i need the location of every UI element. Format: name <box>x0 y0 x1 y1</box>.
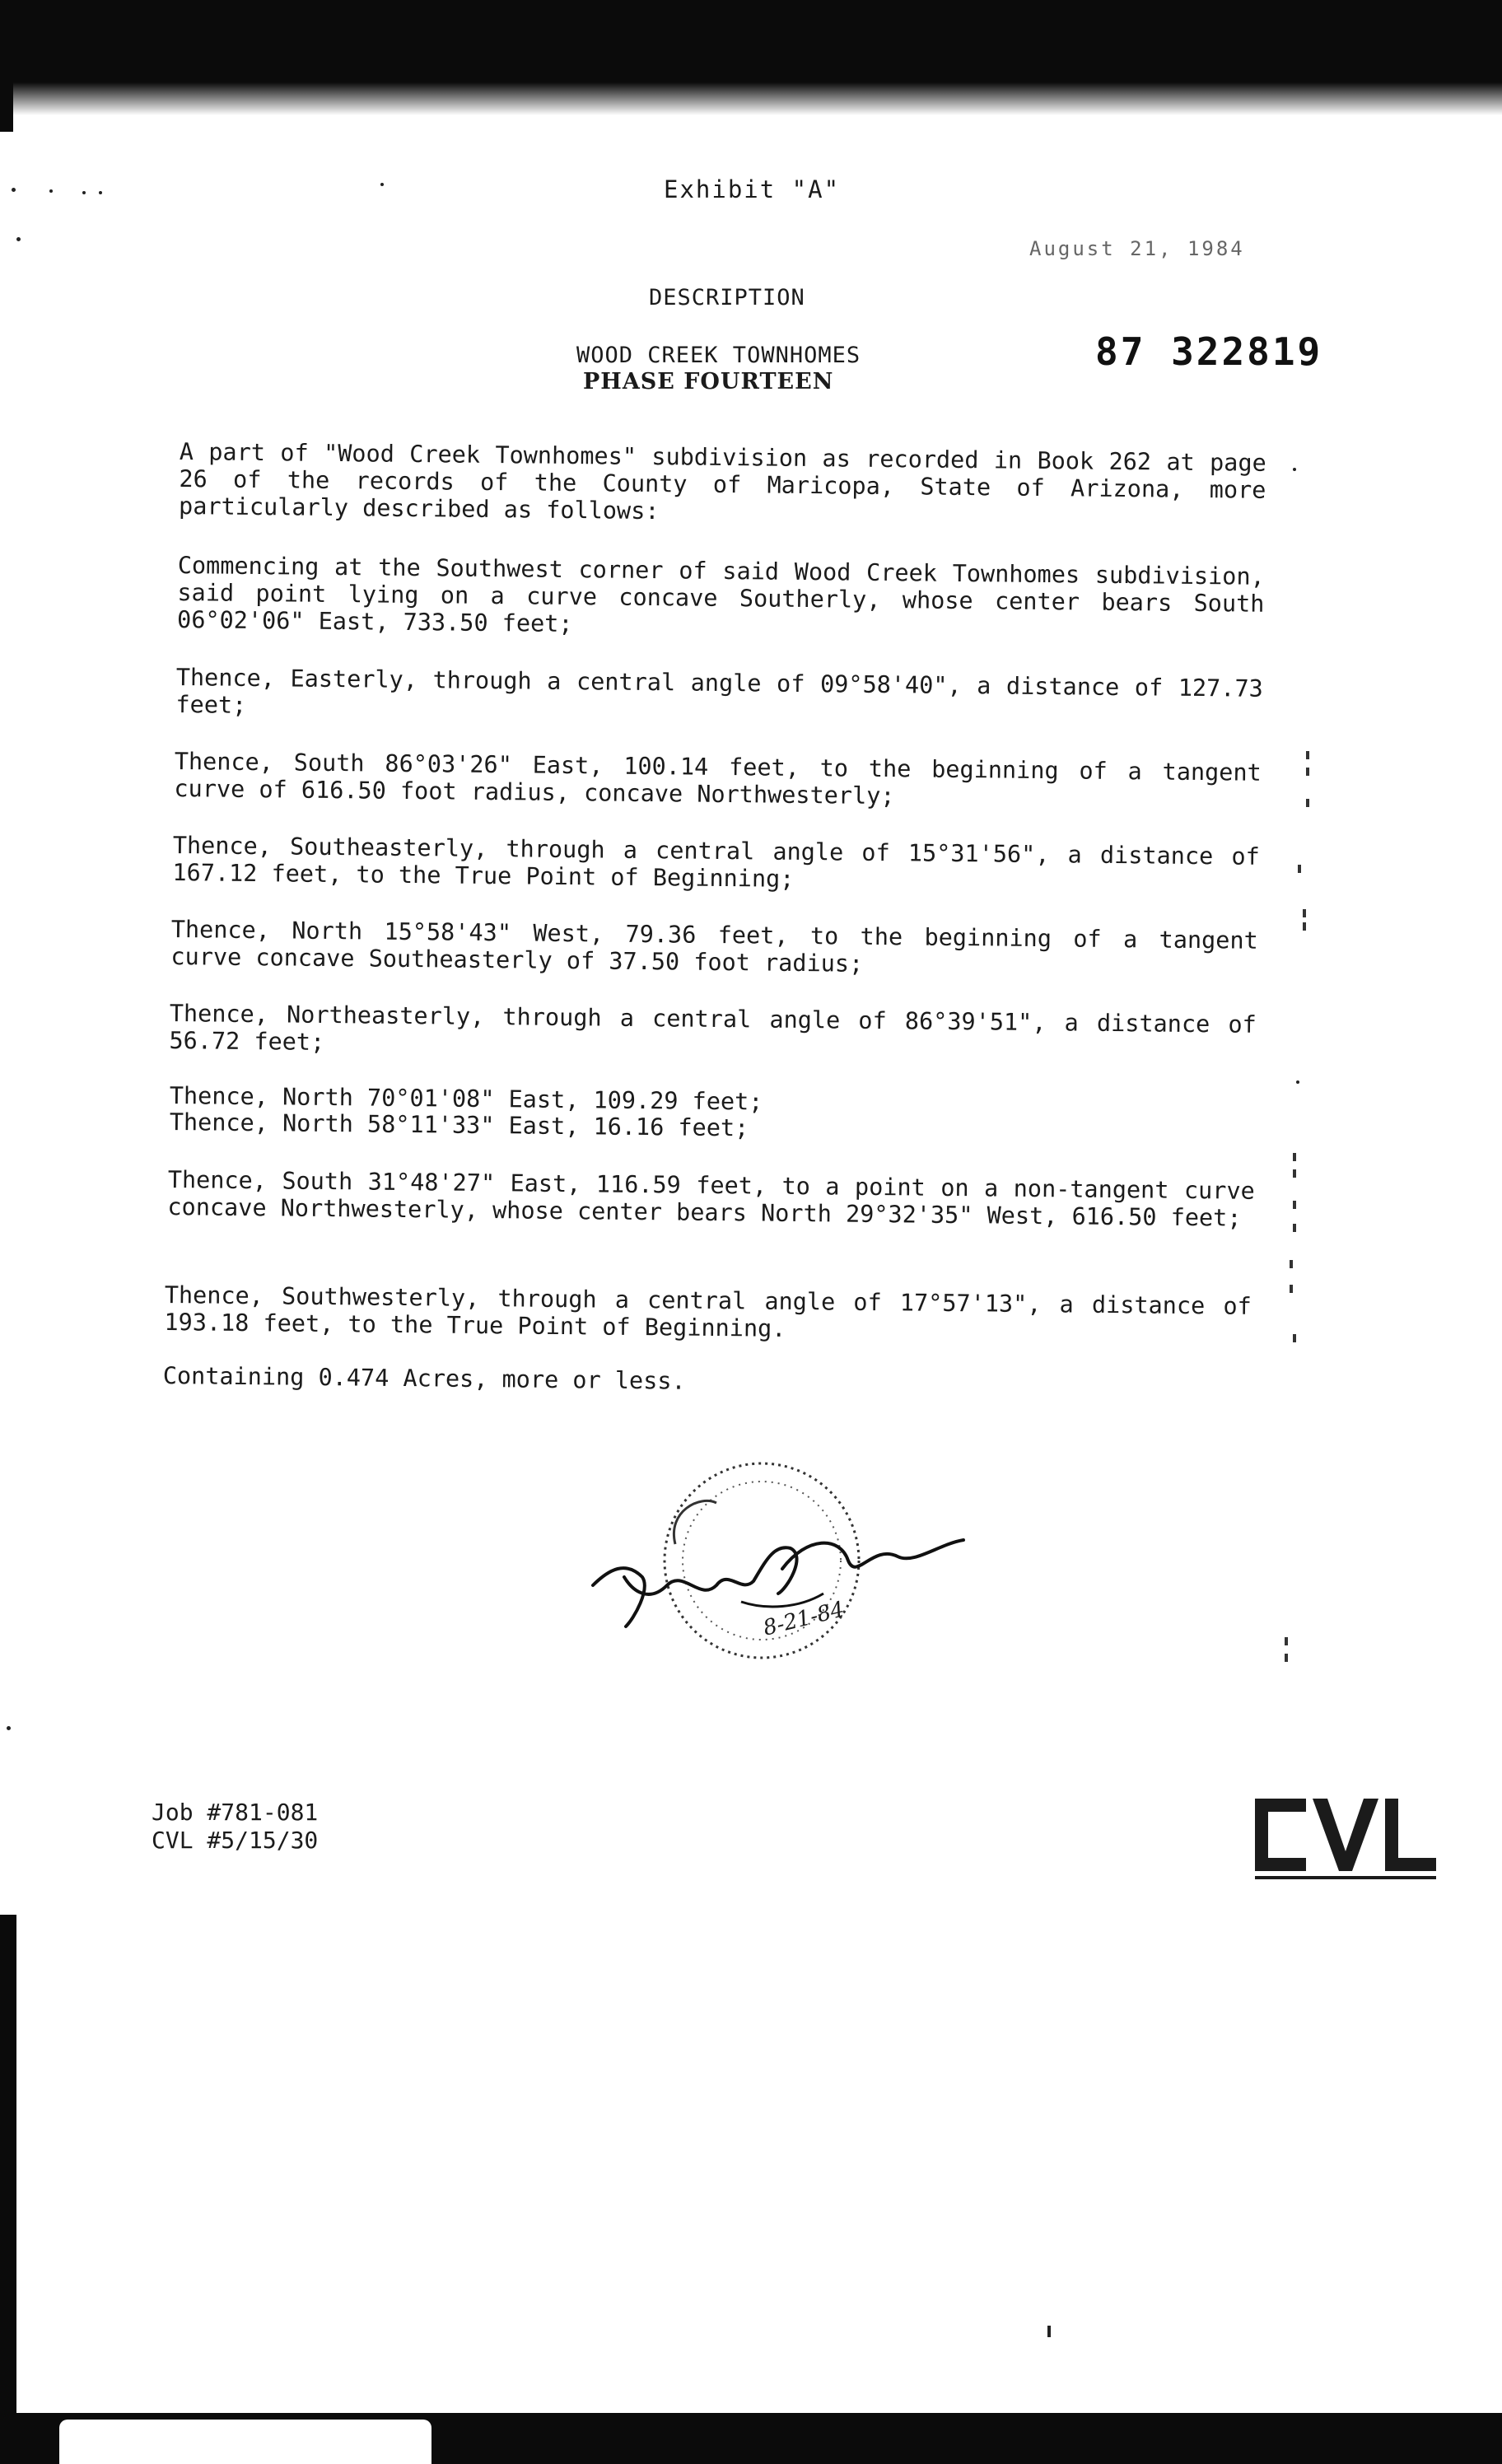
scan-border-fade <box>0 82 1502 115</box>
paragraph-containing: Containing 0.474 Acres, more or less. <box>162 1362 686 1395</box>
project-name: WOOD CREEK TOWNHOMES <box>576 343 861 368</box>
paragraph-course: Thence, Easterly, through a central angle of 09°58'40", a distance of 127.73 feet; <box>175 664 1263 719</box>
scan-border-top <box>0 0 1502 82</box>
margin-mark <box>1293 1169 1296 1178</box>
margin-mark <box>1290 1285 1293 1293</box>
description-heading: DESCRIPTION <box>649 285 805 310</box>
signature-date: 8-21-84 <box>760 1597 847 1641</box>
paragraph-course: Thence, North 15°58'43" West, 79.36 feet, to the beginning of a tangent curve concave Southeasterly of 37.50 foot radius; <box>170 916 1258 978</box>
scan-speck <box>49 189 53 193</box>
paragraph-course: Thence, Southwesterly, through a central angle of 17°57'13", a distance of 193.18 feet, to the True Point of Beginning. <box>164 1281 1252 1342</box>
scan-paper-tab <box>59 2420 431 2464</box>
paragraph-course: Thence, North 70°01'08" East, 109.29 feet; <box>169 1082 763 1116</box>
scan-speck <box>1296 1080 1299 1084</box>
margin-mark <box>1293 1224 1296 1232</box>
margin-mark <box>1293 1334 1296 1342</box>
paragraph-commencing: Commencing at the Southwest corner of said Wood Creek Townhomes subdivision, said point lying on a curve concave Southerly, whose center bears South 06°02'06" East, 733.50 feet; <box>176 552 1265 638</box>
paragraph-course: Thence, South 31°48'27" East, 116.59 feet, to a point on a non-tangent curve concave Northwesterly, whose center bears North 29°32'35" West, 616.50 feet; <box>167 1166 1255 1232</box>
scan-border-left-bottom <box>0 1915 16 2464</box>
scan-speck <box>12 188 16 192</box>
scan-speck <box>380 183 384 186</box>
paragraph-course: Thence, Southeasterly, through a central angle of 15°31'56", a distance of 167.12 feet, to the True Point of Beginning; <box>172 832 1260 893</box>
paragraph-course: Thence, South 86°03'26" East, 100.14 feet, to the beginning of a tangent curve of 616.50 foot radius, concave Northwesterly; <box>174 748 1262 810</box>
margin-mark <box>1285 1654 1288 1662</box>
margin-mark <box>1306 768 1309 776</box>
scan-speck <box>1047 2326 1051 2337</box>
margin-mark <box>1303 922 1306 931</box>
paragraph-course: Thence, North 58°11'33" East, 16.16 feet; <box>169 1108 749 1142</box>
cvl-reference: CVL #5/15/30 <box>152 1827 319 1854</box>
scan-speck <box>16 237 21 241</box>
scan-speck <box>99 191 102 194</box>
job-number: Job #781-081 <box>152 1799 319 1826</box>
margin-mark <box>1293 1201 1296 1209</box>
cvl-logo-icon <box>1248 1787 1443 1886</box>
margin-mark <box>1298 865 1301 873</box>
document-date: August 21, 1984 <box>1029 237 1245 260</box>
scan-speck <box>7 1726 11 1730</box>
paragraph-course: Thence, Northeasterly, through a central angle of 86°39'51", a distance of 56.72 feet; <box>169 1000 1257 1056</box>
paragraph-intro: A part of "Wood Creek Townhomes" subdivision as recorded in Book 262 at page 26 of the records of the County of Maricopa, State of Arizona, more particularly described as follows: <box>178 438 1266 525</box>
margin-mark <box>1293 1153 1296 1161</box>
scan-speck <box>1293 468 1296 471</box>
margin-mark <box>1306 751 1309 759</box>
margin-mark <box>1290 1260 1293 1268</box>
margin-mark <box>1306 799 1309 807</box>
scan-speck <box>82 191 86 194</box>
margin-mark <box>1285 1637 1288 1645</box>
scan-border-left-top <box>0 74 13 132</box>
phase-label: PHASE FOURTEEN <box>583 369 834 394</box>
document-number: 87 322819 <box>1095 329 1323 374</box>
exhibit-title: Exhibit "A" <box>664 175 841 203</box>
margin-mark <box>1303 909 1306 917</box>
